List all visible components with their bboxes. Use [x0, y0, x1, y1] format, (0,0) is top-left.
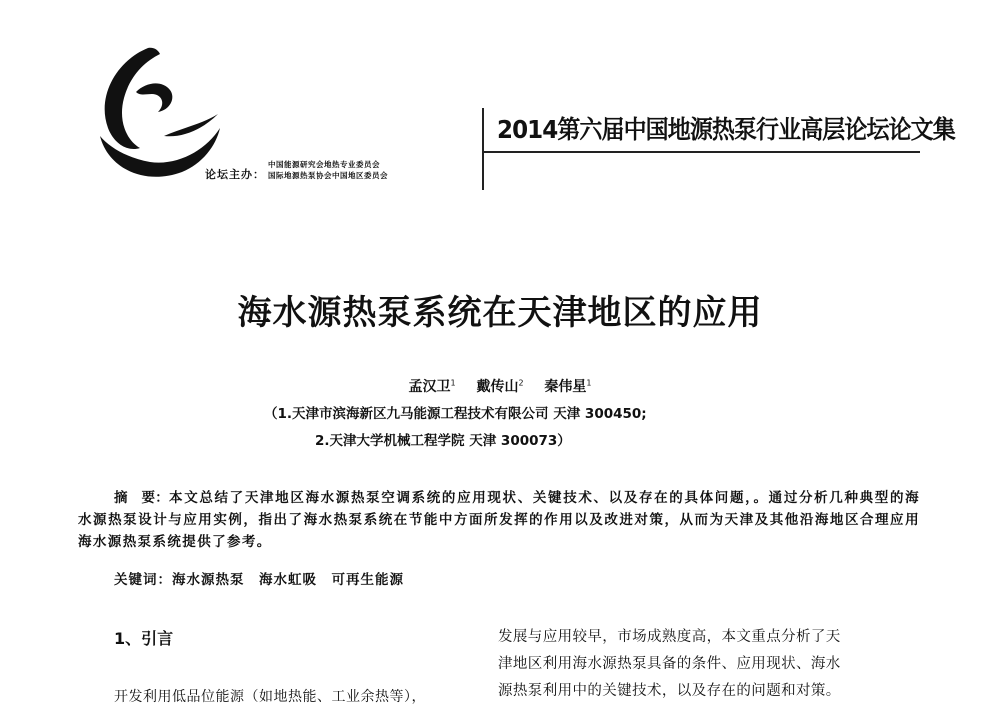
- author-affil-mark: 2: [518, 378, 524, 388]
- paper-title: 海水源热泵系统在天津地区的应用: [237, 293, 763, 333]
- keywords-label: 关键词：: [114, 572, 172, 588]
- header-vertical-rule: [482, 108, 484, 190]
- logo-swirl-upper: [105, 48, 160, 149]
- affiliation-1: （1.天津市滨海新区九马能源工程技术有限公司 天津 300450;: [264, 406, 647, 422]
- keywords: [114, 568, 404, 588]
- body-line: 发展与应用较早，市场成熟度高，本文重点分析了天: [498, 629, 841, 645]
- body-text-left-column: 开发利用低品位能源（如地热能、工业余热等），: [114, 689, 426, 705]
- section-heading-intro: 1、引言: [114, 629, 174, 648]
- body-text-right-column: [498, 624, 910, 705]
- body-line: 源热泵利用中的关键技术，以及存在的问题和对策。: [498, 683, 841, 699]
- affiliation-2: 2.天津大学机械工程学院 天津 300073）: [315, 433, 571, 449]
- logo-swirl-inner: [136, 83, 172, 112]
- header-horizontal-rule: [482, 151, 920, 153]
- author-name: 秦伟星: [544, 379, 587, 395]
- author-name: 戴传山: [476, 379, 519, 395]
- author-list: [0, 376, 1000, 396]
- author-affil-mark: 1: [450, 378, 456, 388]
- author: [544, 379, 591, 395]
- keywords-text: 海水源热泵 海水虹吸 可再生能源: [172, 572, 404, 588]
- abstract-text: 本文总结了天津地区海水源热泵空调系统的应用现状、关键技术、以及存在的具体问题，。通过分析几种典型的海水源热泵设计与应用实例，指出了海水热泵系统在节能中方面所发挥的作用以及改进对策，从而为天津及其他沿海地区合理应用海水源热泵系统提供了参考。: [78, 490, 921, 550]
- author-affil-mark: 1: [586, 378, 592, 388]
- sponsor-org-2: 国际地源热泵协会中国地区委员会: [268, 171, 388, 180]
- sponsor-organizations: [268, 159, 388, 181]
- abstract-label: 摘 要：: [114, 490, 170, 506]
- author: [408, 379, 455, 395]
- abstract: [78, 487, 920, 553]
- author-name: 孟汉卫: [408, 379, 451, 395]
- logo-swirl-tail: [164, 114, 218, 136]
- sponsor-label: 论坛主办：: [205, 168, 265, 181]
- author: [476, 379, 523, 395]
- collection-title: 2014第六届中国地源热泵行业高层论坛论文集: [497, 115, 955, 144]
- sponsor-org-1: 中国能源研究会地热专业委员会: [268, 160, 380, 169]
- body-line: 津地区利用海水源热泵具备的条件、应用现状、海水: [498, 656, 841, 672]
